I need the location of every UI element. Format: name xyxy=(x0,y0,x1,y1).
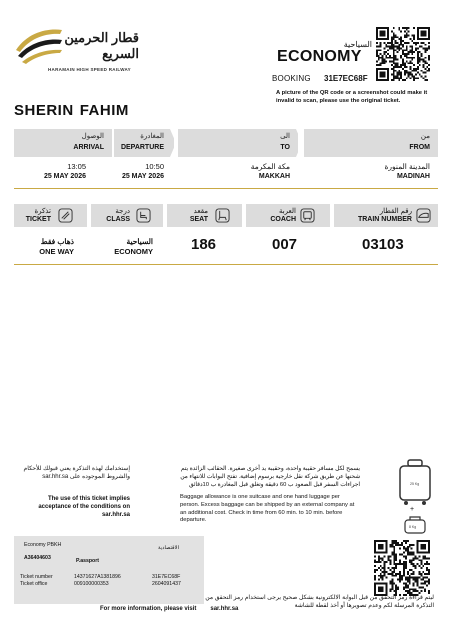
departure-header xyxy=(114,129,174,157)
arrival-label-arabic: الوصول xyxy=(81,133,104,140)
departure-label: DEPARTURE xyxy=(120,144,164,151)
class-label: CLASS xyxy=(106,216,130,223)
fare-class-arabic: الاقتصادية xyxy=(158,545,180,551)
coach-header xyxy=(246,204,330,227)
fare-class: Economy PBKH xyxy=(24,542,62,548)
departure-time: 10:50 xyxy=(145,162,164,171)
coach-label: COACH xyxy=(270,216,296,223)
class-value: ECONOMY xyxy=(114,247,153,256)
train-swoosh-icon xyxy=(14,22,64,70)
conditions-text: The use of this ticket implies acceptance of the conditions on sar.hhr.sa xyxy=(38,496,130,518)
booking-code: 31E7EC68F xyxy=(324,74,368,83)
passport-number: A36404603 xyxy=(24,555,51,561)
ticket-class: ECONOMY xyxy=(277,48,362,65)
passenger-first-name: SHERIN xyxy=(14,102,74,119)
ticket-office-label: Ticket office xyxy=(20,581,48,587)
brand-name-arabic: قطار الحرمين السريع xyxy=(64,30,139,61)
website-link[interactable]: sar.hhr.sa xyxy=(210,606,239,612)
conditions-arabic: إستخدامك لهذة التذكرة يعني قبولك للأحكام والشروط الموجوده على sar.hhr.sa xyxy=(23,466,130,480)
qr-code-top xyxy=(376,27,430,81)
from-label: FROM xyxy=(409,144,430,151)
from-header xyxy=(304,129,438,157)
qr-code-bottom xyxy=(374,540,430,596)
train-number: 03103 xyxy=(362,236,404,253)
ticket-office-reference: 2604091437 xyxy=(152,581,181,587)
arrival-time: 13:05 xyxy=(67,162,86,171)
ticket-info-box xyxy=(14,536,204,604)
train-number-header xyxy=(334,204,438,227)
destination-arabic: مكة المكرمة xyxy=(250,162,290,171)
ticket-number-reference: 31E7EC68F xyxy=(152,574,181,580)
ticket-number: 14371627A1381896 xyxy=(74,574,121,580)
destination: MAKKAH xyxy=(258,173,290,180)
train-icon xyxy=(416,208,431,223)
arrival-header xyxy=(14,129,112,157)
ticket-class-arabic: السياحية xyxy=(343,40,372,49)
train-number-label-arabic: رقم القطار xyxy=(379,208,412,215)
ticket-office: 009100000353 xyxy=(74,581,109,587)
more-info-line xyxy=(100,606,238,612)
seat-number: 186 xyxy=(191,236,217,253)
seat-label: SEAT xyxy=(189,216,208,223)
to-label: TO xyxy=(280,144,290,151)
to-header xyxy=(178,129,298,157)
hand-luggage-icon xyxy=(400,514,430,536)
scan-note-arabic: ليتم قراءة رمز التحقق من قبل البوابة الالكترونية بشكل صحيح يرجى استخدام رمز التحقق من التذكرة المرسلة لكم وعدم تصويرها أو أخذ لقطة للشاشة xyxy=(205,595,434,610)
ticket-type-arabic: ذهاب فقط xyxy=(40,237,74,246)
origin: MADINAH xyxy=(396,173,430,180)
hand-luggage-weight: 8 Kg xyxy=(409,525,417,529)
to-label-arabic: الى xyxy=(280,133,290,140)
from-label-arabic: من xyxy=(420,133,430,140)
brand-name-english: HARAMAIN HIGH SPEED RAILWAY xyxy=(48,67,131,72)
ticket-label-arabic: تذكرة xyxy=(34,208,51,215)
baggage-policy: Baggage allowance is one suitcase and one hand luggage per person. Excess baggage can be shipped by an external company at an additional cost. Check in time from 60 min. to 10 min. before departure. xyxy=(180,494,355,524)
seat-header xyxy=(167,204,242,227)
coach-icon xyxy=(300,208,315,223)
arrival-label: ARRIVAL xyxy=(73,144,104,151)
suitcase-icon xyxy=(392,458,438,508)
plus-sign: + xyxy=(410,506,415,513)
passenger-last-name: FAHIM xyxy=(79,102,129,119)
class-label-arabic: درجة xyxy=(115,208,130,215)
departure-date: 25 MAY 2026 xyxy=(121,173,164,180)
coach-number: 007 xyxy=(272,236,298,253)
origin-arabic: المدينة المنورة xyxy=(384,162,430,171)
ticket-type-header xyxy=(14,204,87,227)
passenger-name xyxy=(14,102,129,119)
ticket-label: TICKET xyxy=(25,216,51,223)
departure-label-arabic: المغادرة xyxy=(140,133,164,140)
passport-label: P.assport xyxy=(76,558,99,564)
coach-label-arabic: العربة xyxy=(278,208,296,215)
ticket-type: ONE WAY xyxy=(39,247,74,256)
divider-line xyxy=(14,188,438,189)
qr-warning-note: A picture of the QR code or a screenshot could make it invalid to scan, please use the original ticket. xyxy=(276,90,428,104)
arrival-date: 25 MAY 2026 xyxy=(43,173,86,180)
ticket-icon xyxy=(58,208,73,223)
more-info-text: For more information, please visit xyxy=(100,606,197,612)
booking-label: BOOKING xyxy=(272,74,311,83)
seat-class-icon xyxy=(136,208,151,223)
divider-line xyxy=(14,264,438,265)
suitcase-weight: 25 Kg xyxy=(410,482,420,486)
train-number-label: TRAIN NUMBER xyxy=(357,216,412,223)
class-header xyxy=(91,204,163,227)
class-value-arabic: السياحية xyxy=(126,237,153,246)
seat-icon xyxy=(215,208,230,223)
ticket-number-label: Ticket number xyxy=(20,574,53,580)
baggage-policy-arabic: يسمح لكل مسافر حقيبة واحدة، وحقيبة يد أخرى صغيرة. الحقائب الزائدة يتم شحنها عن طريق شركة نقل خارجية برسوم إضافية. تفتح البوابات للانتهاء من اجراءات السفر قبل الصعود ب 60 دقيقة وتغلق قبل المغادرة ب 10دقائق xyxy=(180,466,360,488)
seat-label-arabic: مقعد xyxy=(193,208,208,215)
